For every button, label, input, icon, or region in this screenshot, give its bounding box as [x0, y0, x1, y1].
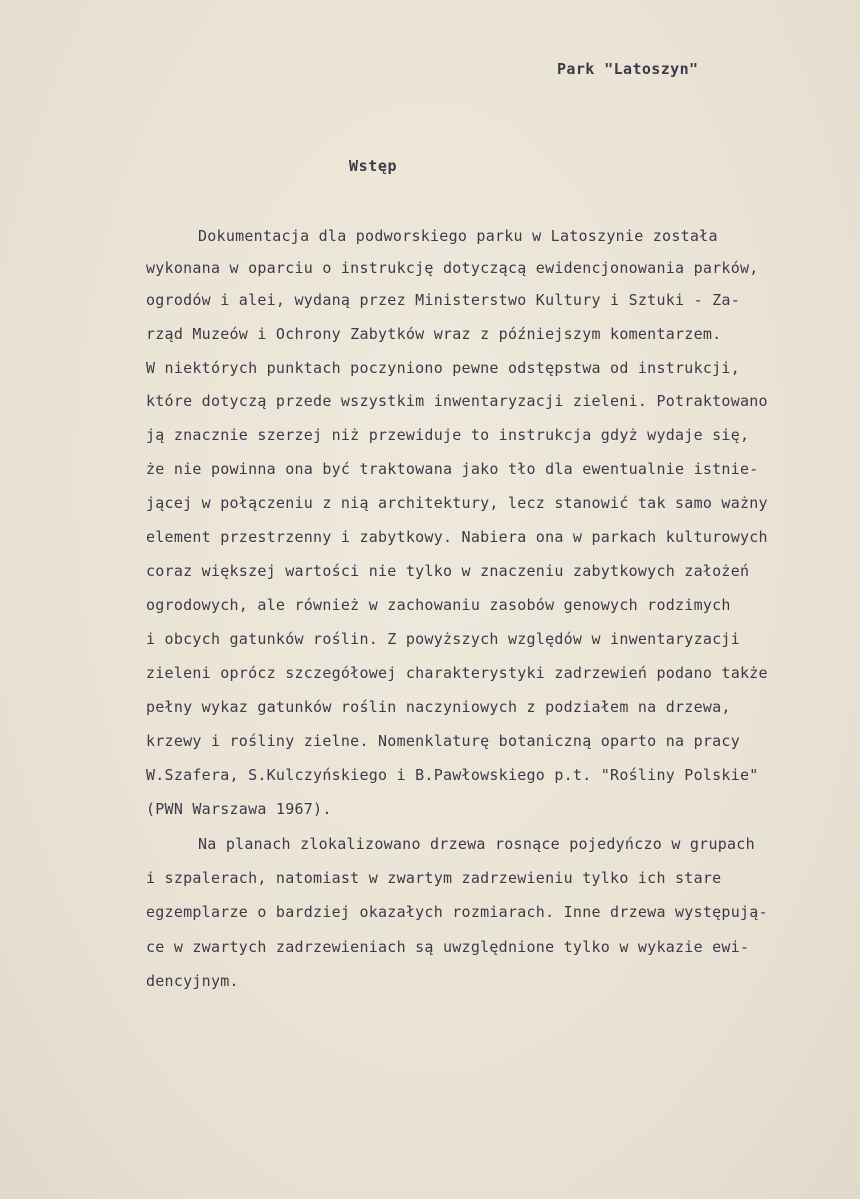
text-line: że nie powinna ona być traktowana jako tło dla ewentualnie istnie-: [146, 460, 759, 478]
text-line: Dokumentacja dla podworskiego parku w Latoszynie została: [198, 227, 718, 245]
text-line: coraz większej wartości nie tylko w znaczeniu zabytkowych założeń: [146, 562, 750, 580]
page-header: Park "Latoszyn": [557, 60, 699, 78]
text-line: zieleni oprócz szczegółowej charakterystyki zadrzewień podano także: [146, 664, 768, 682]
text-line: egzemplarze o bardziej okazałych rozmiarach. Inne drzewa występują-: [146, 903, 768, 921]
text-line: ce w zwartych zadrzewieniach są uwzględnione tylko w wykazie ewi-: [146, 938, 750, 956]
text-line: (PWN Warszawa 1967).: [146, 800, 332, 818]
text-line: ogrodowych, ale również w zachowaniu zasobów genowych rodzimych: [146, 596, 731, 614]
text-line: które dotyczą przede wszystkim inwentaryzacji zieleni. Potraktowano: [146, 392, 768, 410]
text-line: pełny wykaz gatunków roślin naczyniowych z podziałem na drzewa,: [146, 698, 731, 716]
text-line: W niektórych punktach poczyniono pewne odstępstwa od instrukcji,: [146, 359, 740, 377]
text-line: dencyjnym.: [146, 972, 239, 990]
text-line: element przestrzenny i zabytkowy. Nabiera ona w parkach kulturowych: [146, 528, 768, 546]
text-line: i obcych gatunków roślin. Z powyższych względów w inwentaryzacji: [146, 630, 740, 648]
text-line: ogrodów i alei, wydaną przez Ministerstwo Kultury i Sztuki - Za-: [146, 291, 740, 309]
text-line: W.Szafera, S.Kulczyńskiego i B.Pawłowskiego p.t. "Rośliny Polskie": [146, 766, 759, 784]
section-title: Wstęp: [349, 157, 398, 175]
text-line: i szpalerach, natomiast w zwartym zadrzewieniu tylko ich stare: [146, 869, 722, 887]
text-line: rząd Muzeów i Ochrony Zabytków wraz z późniejszym komentarzem.: [146, 325, 722, 343]
text-line: Na planach zlokalizowano drzewa rosnące pojedyńczo w grupach: [198, 835, 755, 853]
text-line: ją znacznie szerzej niż przewiduje to instrukcja gdyż wydaje się,: [146, 426, 750, 444]
text-line: wykonana w oparciu o instrukcję dotyczącą ewidencjonowania parków,: [146, 259, 759, 277]
text-line: krzewy i rośliny zielne. Nomenklaturę botaniczną oparto na pracy: [146, 732, 740, 750]
text-line: jącej w połączeniu z nią architektury, lecz stanowić tak samo ważny: [146, 494, 768, 512]
